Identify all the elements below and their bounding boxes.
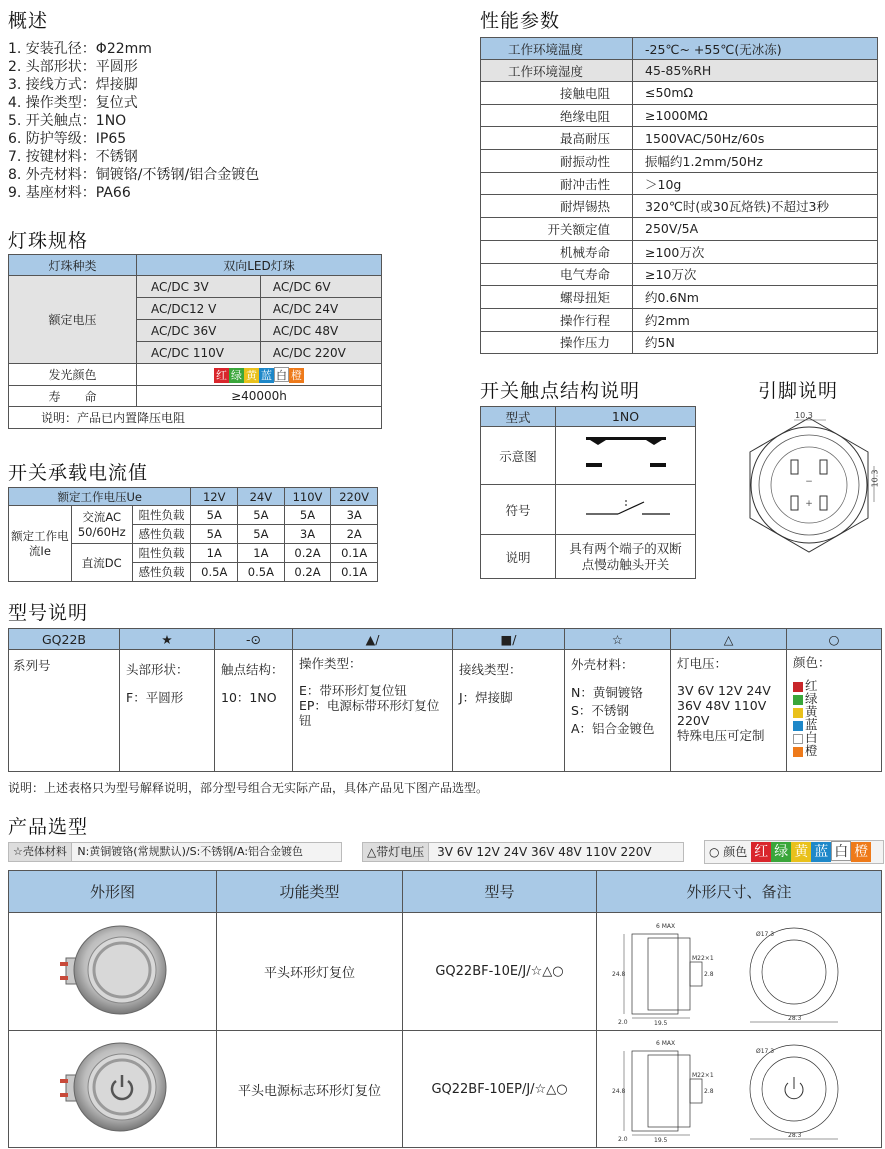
table-cell: AC/DC 48V bbox=[260, 320, 381, 342]
voltage-value: 3V 6V 12V 24V 36V 48V 110V 220V bbox=[437, 845, 652, 859]
swatch-white: 白 bbox=[831, 841, 851, 861]
param-label: 耐焊锡热 bbox=[481, 195, 633, 218]
list-item: 7. 按键材料：不锈钢 bbox=[8, 149, 138, 165]
table-cell bbox=[120, 650, 215, 772]
table-cell: AC/DC 6V bbox=[260, 276, 381, 298]
table-cell: 具有两个端子的双断点慢动触头开关 bbox=[556, 535, 696, 579]
table-cell: 5A bbox=[191, 525, 238, 544]
switch-symbol-icon bbox=[566, 488, 686, 528]
product-image bbox=[9, 913, 217, 1031]
life-label: 寿 命 bbox=[9, 386, 137, 407]
swatch-red: 红 bbox=[751, 842, 771, 862]
color-item-orange bbox=[793, 744, 875, 757]
table-cell: GQ22BF-10EP/J/☆△○ bbox=[403, 1031, 597, 1148]
pin-title: 引脚说明 bbox=[758, 380, 839, 402]
param-label: 机械寿命 bbox=[481, 240, 633, 263]
list-item: 3. 接线方式：焊接脚 bbox=[8, 77, 138, 93]
color-tag: ○ 颜色 bbox=[709, 845, 748, 859]
text: 绿 bbox=[805, 691, 818, 706]
contact-title: 开关触点结构说明 bbox=[480, 380, 641, 402]
text: 操作类型： bbox=[299, 656, 362, 671]
table-row bbox=[481, 263, 878, 286]
contact-diagram-icon bbox=[566, 429, 686, 479]
param-label: 接触电阻 bbox=[481, 82, 633, 105]
current-title: 开关承载电流值 bbox=[8, 462, 149, 484]
param-label: 耐冲击性 bbox=[481, 172, 633, 195]
dim-label: 2.8 bbox=[704, 970, 714, 978]
table-cell: 平头环形灯复位 bbox=[217, 913, 403, 1031]
param-value: 250V/5A bbox=[633, 218, 878, 241]
param-value: ≥10万次 bbox=[633, 263, 878, 286]
table-cell: 5A bbox=[238, 506, 285, 525]
text: F：平圆形 bbox=[126, 690, 184, 705]
perf-title: 性能参数 bbox=[480, 10, 561, 32]
table-cell: 5A bbox=[191, 506, 238, 525]
dimension-drawing bbox=[597, 1031, 882, 1148]
param-value: ＞10g bbox=[633, 172, 878, 195]
param-value: ≥1000MΩ bbox=[633, 104, 878, 127]
power-ring-button-icon bbox=[58, 1037, 168, 1137]
list-item: 8. 外壳材料：铜镀铬/不锈钢/铝合金镀色 bbox=[8, 167, 260, 183]
overview-list bbox=[8, 40, 259, 202]
table-cell: AC/DC 36V bbox=[137, 320, 261, 342]
list-item: 9. 基座材料：PA66 bbox=[8, 185, 131, 201]
dim-label: 28.3 bbox=[788, 1014, 802, 1022]
overview-title: 概述 bbox=[8, 10, 49, 32]
table-cell: 5A bbox=[284, 506, 331, 525]
color-bar bbox=[704, 840, 884, 864]
table-cell: 0.1A bbox=[331, 563, 378, 582]
table-row bbox=[481, 218, 878, 241]
svg-text:+: + bbox=[805, 499, 813, 509]
param-label: 电气寿命 bbox=[481, 263, 633, 286]
list-item: 5. 开关触点：1NO bbox=[8, 113, 127, 129]
swatch-blue: 蓝 bbox=[811, 842, 831, 862]
model-title: 型号说明 bbox=[8, 602, 89, 624]
table-row bbox=[481, 150, 878, 173]
param-value: 1500VAC/50Hz/60s bbox=[633, 127, 878, 150]
table-cell: 系列号 bbox=[9, 650, 120, 772]
svg-text:−: − bbox=[805, 477, 813, 487]
dim-label: 6 MAX bbox=[656, 922, 676, 930]
shell-value: N:黄铜镀铬(常规默认)/S:不锈钢/A:铝合金镀色 bbox=[77, 845, 304, 858]
product-image bbox=[9, 1031, 217, 1148]
table-cell: 3A bbox=[284, 525, 331, 544]
swatch-orange: 橙 bbox=[851, 842, 871, 862]
table-cell: 2A bbox=[331, 525, 378, 544]
dim-label: 24.8 bbox=[612, 970, 626, 978]
table-cell bbox=[453, 650, 565, 772]
text: 黄 bbox=[805, 704, 818, 719]
param-label: 绝缘电阻 bbox=[481, 104, 633, 127]
text: 灯电压： bbox=[677, 656, 728, 671]
text: A：铝合金镀色 bbox=[571, 721, 655, 736]
table-row bbox=[481, 286, 878, 309]
table-cell: 0.5A bbox=[191, 563, 238, 582]
text: J：焊接脚 bbox=[459, 690, 513, 705]
text: S：不锈钢 bbox=[571, 703, 629, 718]
list-item: 4. 操作类型：复位式 bbox=[8, 95, 138, 111]
led-note: 说明：产品已内置降压电阻 bbox=[9, 407, 382, 429]
text: 触点结构： bbox=[221, 662, 284, 677]
table-cell: 感性负载 bbox=[132, 525, 191, 544]
swatch-green: 绿 bbox=[771, 842, 791, 862]
table-cell: ★ bbox=[120, 629, 215, 650]
contact-diagram bbox=[556, 427, 696, 485]
param-value: 约2mm bbox=[633, 308, 878, 331]
table-cell bbox=[787, 650, 882, 772]
param-label: 工作环境湿度 bbox=[481, 60, 633, 82]
pin-dim-side: 10.3 bbox=[870, 469, 880, 488]
dimension-drawing-icon bbox=[604, 914, 874, 1026]
text: 10：1NO bbox=[221, 690, 277, 705]
table-cell: 感性负载 bbox=[132, 563, 191, 582]
table-cell: 12V bbox=[191, 488, 238, 506]
text: 3V 6V 12V 24V 36V 48V 110V 220V bbox=[677, 683, 771, 728]
table-cell: 1A bbox=[191, 544, 238, 563]
table-cell: 24V bbox=[238, 488, 285, 506]
table-cell: 阻性负载 bbox=[132, 506, 191, 525]
pin-diagram bbox=[734, 410, 884, 558]
table-cell: ▲/ bbox=[293, 629, 453, 650]
led-h2: 双向LED灯珠 bbox=[137, 255, 382, 276]
table-cell: 5A bbox=[238, 525, 285, 544]
dim-label: 2.0 bbox=[618, 1018, 628, 1026]
param-label: 开关额定值 bbox=[481, 218, 633, 241]
table-cell: GQ22BF-10E/J/☆△○ bbox=[403, 913, 597, 1031]
table-cell: 0.5A bbox=[238, 563, 285, 582]
param-label: 螺母扭矩 bbox=[481, 286, 633, 309]
select-table bbox=[8, 870, 882, 1148]
current-table bbox=[8, 487, 378, 582]
param-label: 操作压力 bbox=[481, 331, 633, 354]
table-cell: 0.2A bbox=[284, 544, 331, 563]
table-row bbox=[481, 60, 878, 82]
table-cell: 符号 bbox=[481, 485, 556, 535]
life-value: ≥40000h bbox=[137, 386, 382, 407]
swatch-red: 红 bbox=[216, 368, 227, 382]
table-cell: AC/DC 220V bbox=[260, 342, 381, 364]
shell-bar bbox=[8, 842, 342, 862]
table-row bbox=[481, 127, 878, 150]
perf-table bbox=[480, 37, 878, 354]
model-note: 说明：上述表格只为型号解释说明，部分型号组合无实际产品，具体产品见下图产品选型。 bbox=[8, 781, 489, 795]
dim-label: M22×1 bbox=[692, 1072, 714, 1079]
table-cell bbox=[215, 650, 293, 772]
dim-label: M22×1 bbox=[692, 954, 714, 962]
table-cell: 3A bbox=[331, 506, 378, 525]
text: 白 bbox=[805, 730, 818, 745]
table-cell: 外形尺寸、备注 bbox=[597, 871, 882, 913]
table-cell bbox=[293, 650, 453, 772]
table-row bbox=[481, 38, 878, 60]
table-cell: 外形图 bbox=[9, 871, 217, 913]
table-cell: 220V bbox=[331, 488, 378, 506]
table-cell: AC/DC 24V bbox=[260, 298, 381, 320]
param-value: 振幅约1.2mm/50Hz bbox=[633, 150, 878, 173]
text: 外壳材料： bbox=[571, 657, 634, 672]
param-value: 320℃时(或30瓦烙铁)不超过3秒 bbox=[633, 195, 878, 218]
shell-tag: ☆壳体材料 bbox=[9, 843, 72, 861]
table-row bbox=[481, 195, 878, 218]
select-title: 产品选型 bbox=[8, 816, 89, 838]
dim-label: Ø17.3 bbox=[756, 1048, 775, 1055]
dim-label: 28.3 bbox=[788, 1132, 802, 1139]
text: 红 bbox=[805, 678, 818, 693]
ring-button-icon bbox=[58, 920, 168, 1020]
dim-label: 2.0 bbox=[618, 1136, 628, 1143]
table-cell: AC/DC 3V bbox=[137, 276, 261, 298]
table-cell: 示意图 bbox=[481, 427, 556, 485]
swatch-green: 绿 bbox=[231, 368, 242, 382]
table-cell: 型号 bbox=[403, 871, 597, 913]
table-cell: AC/DC12 V bbox=[137, 298, 261, 320]
text: E：带环形灯复位钮 bbox=[299, 683, 407, 698]
table-row bbox=[481, 104, 878, 127]
list-item: 1. 安装孔径：Φ22mm bbox=[8, 41, 152, 57]
color-label: 发光颜色 bbox=[9, 364, 137, 386]
dim-label: 2.8 bbox=[704, 1088, 714, 1095]
param-label: 操作行程 bbox=[481, 308, 633, 331]
swatch-yellow: 黄 bbox=[791, 842, 811, 862]
table-cell: △ bbox=[671, 629, 787, 650]
table-cell: 额定工作电流Ie bbox=[9, 506, 72, 582]
led-title: 灯珠规格 bbox=[8, 230, 89, 252]
dim-label: 24.8 bbox=[612, 1088, 626, 1095]
table-cell: 1NO bbox=[556, 407, 696, 427]
table-cell: -⊙ bbox=[215, 629, 293, 650]
dimension-drawing-icon bbox=[604, 1031, 874, 1143]
pin-dim-top: 10.3 bbox=[795, 411, 813, 420]
table-cell: 平头电源标志环形灯复位 bbox=[217, 1031, 403, 1148]
table-cell: GQ22B bbox=[9, 629, 120, 650]
text: 橙 bbox=[805, 743, 818, 758]
param-value: 45-85%RH bbox=[633, 60, 878, 82]
text: 蓝 bbox=[805, 717, 818, 732]
swatch-yellow: 黄 bbox=[246, 368, 257, 382]
table-cell: 说明 bbox=[481, 535, 556, 579]
table-row bbox=[481, 308, 878, 331]
led-table bbox=[8, 254, 382, 429]
voltage-bar bbox=[362, 842, 684, 862]
table-cell: 直流DC bbox=[71, 544, 132, 582]
param-value: 约0.6Nm bbox=[633, 286, 878, 309]
param-value: ≤50mΩ bbox=[633, 82, 878, 105]
table-row bbox=[481, 240, 878, 263]
swatch-blue: 蓝 bbox=[261, 368, 272, 382]
table-cell bbox=[671, 650, 787, 772]
table-cell: 交流AC 50/60Hz bbox=[71, 506, 132, 544]
table-row bbox=[481, 331, 878, 354]
text: EP：电源标带环形灯复位钮 bbox=[299, 698, 440, 728]
dim-label: 19.5 bbox=[654, 1137, 668, 1143]
table-cell: 阻性负载 bbox=[132, 544, 191, 563]
swatch-orange: 橙 bbox=[291, 368, 302, 382]
swatch-white: 白 bbox=[276, 368, 287, 382]
text: 颜色： bbox=[793, 655, 831, 670]
table-cell: AC/DC 110V bbox=[137, 342, 261, 364]
param-label: 耐振动性 bbox=[481, 150, 633, 173]
table-cell: 功能类型 bbox=[217, 871, 403, 913]
table-cell: 1A bbox=[238, 544, 285, 563]
text: 特殊电压可定制 bbox=[677, 728, 765, 743]
text: 头部形状： bbox=[126, 662, 189, 677]
led-h1: 灯珠种类 bbox=[9, 255, 137, 276]
dim-label: 19.5 bbox=[654, 1019, 668, 1026]
dim-label: 6 MAX bbox=[656, 1040, 676, 1047]
text: 接线类型： bbox=[459, 662, 522, 677]
param-value: -25℃~ +55℃(无冰冻) bbox=[633, 38, 878, 60]
param-label: 工作环境温度 bbox=[481, 38, 633, 60]
color-swatches bbox=[137, 364, 382, 386]
param-value: ≥100万次 bbox=[633, 240, 878, 263]
table-cell: ○ bbox=[787, 629, 882, 650]
dimension-drawing bbox=[597, 913, 882, 1031]
param-value: 约5N bbox=[633, 331, 878, 354]
table-cell: ☆ bbox=[565, 629, 671, 650]
table-cell: 0.2A bbox=[284, 563, 331, 582]
list-item: 2. 头部形状：平圆形 bbox=[8, 59, 138, 75]
table-cell: 0.1A bbox=[331, 544, 378, 563]
contact-symbol bbox=[556, 485, 696, 535]
table-row bbox=[481, 82, 878, 105]
rated-voltage-label: 额定电压 bbox=[9, 276, 137, 364]
text: N：黄铜镀铬 bbox=[571, 685, 643, 700]
table-row bbox=[481, 172, 878, 195]
table-cell: 型式 bbox=[481, 407, 556, 427]
contact-table bbox=[480, 406, 696, 579]
list-item: 6. 防护等级：IP65 bbox=[8, 131, 127, 147]
param-label: 最高耐压 bbox=[481, 127, 633, 150]
table-cell: 110V bbox=[284, 488, 331, 506]
table-cell: ■/ bbox=[453, 629, 565, 650]
table-cell: 额定工作电压Ue bbox=[9, 488, 191, 506]
voltage-tag: △带灯电压 bbox=[363, 843, 429, 861]
model-table bbox=[8, 628, 882, 772]
table-cell bbox=[565, 650, 671, 772]
dim-label: Ø17.3 bbox=[756, 930, 775, 938]
